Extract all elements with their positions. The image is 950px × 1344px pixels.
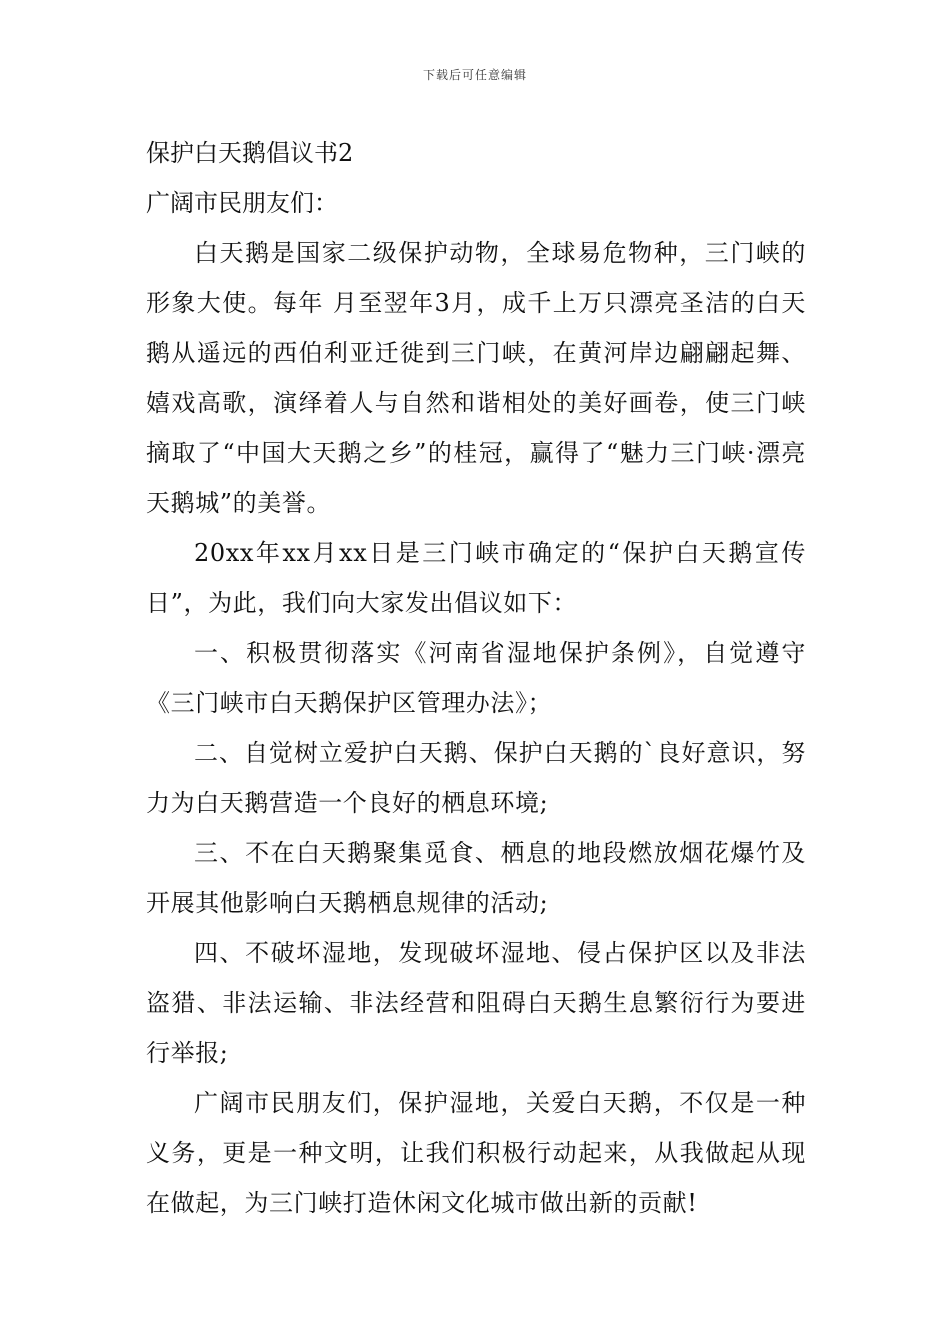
document-body — [146, 128, 806, 1228]
document-title: 保护白天鹅倡议书2 — [146, 139, 354, 167]
paragraph-item-3: 三、不在白天鹅聚集觅食、栖息的地段燃放烟花爆竹及开展其他影响白天鹅栖息规律的活动; — [146, 839, 806, 917]
paragraph-promotion-day: 20xx年xx月xx日是三门峡市确定的“保护白天鹅宣传日”，为此，我们向大家发出倡议如下： — [146, 539, 806, 617]
header-note: 下载后可任意编辑 — [422, 68, 527, 82]
paragraph-item-1: 一、积极贯彻落实《河南省湿地保护条例》，自觉遵守《三门峡市白天鹅保护区管理办法》； — [146, 639, 806, 717]
salutation: 广阔市民朋友们： — [146, 189, 338, 217]
paragraph-item-2: 二、自觉树立爱护白天鹅、保护白天鹅的`良好意识，努力为白天鹅营造一个良好的栖息环境; — [146, 739, 806, 817]
paragraph-item-4: 四、不破坏湿地，发现破坏湿地、侵占保护区以及非法盗猎、非法运输、非法经营和阻碍白天鹅生息繁衍行为要进行举报; — [146, 939, 806, 1067]
paragraph-intro: 白天鹅是国家二级保护动物，全球易危物种，三门峡的形象大使。每年 月至翌年3月，成千上万只漂亮圣洁的白天鹅从遥远的西伯利亚迁徙到三门峡，在黄河岸边翩翩起舞、嬉戏高歌，演绎着人与自然和谐相处的美好画卷，使三门峡摘取了“中国大天鹅之乡”的桂冠，赢得了“魅力三门峡·漂亮天鹅城”的美誉。 — [146, 239, 806, 517]
paragraph-closing: 广阔市民朋友们，保护湿地，关爱白天鹅，不仅是一种义务，更是一种文明，让我们积极行动起来，从我做起从现在做起，为三门峡打造休闲文化城市做出新的贡献! — [146, 1089, 806, 1217]
